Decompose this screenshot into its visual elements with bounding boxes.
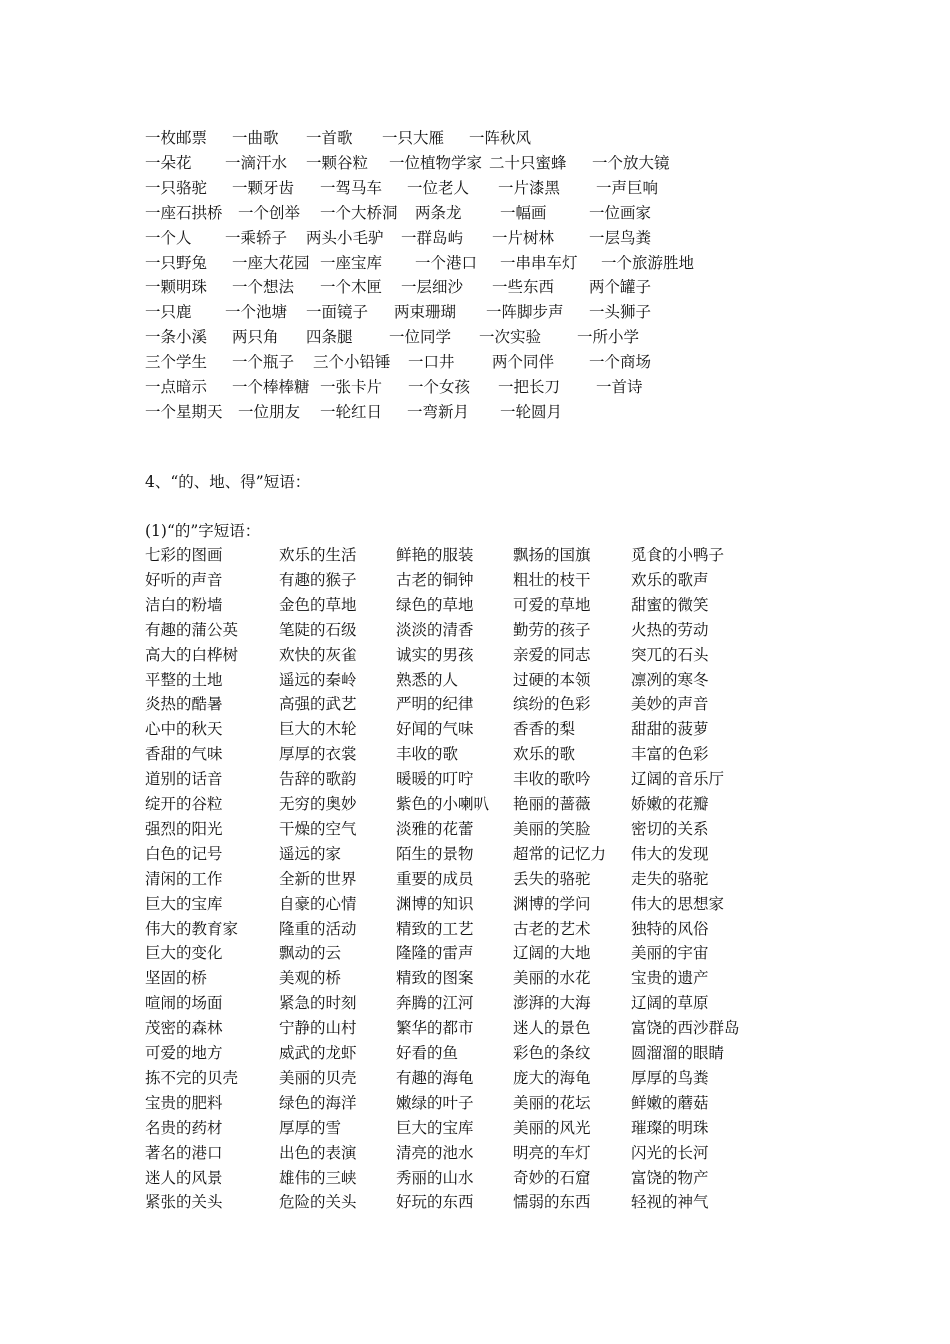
de-phrase: 厚厚的衣裳 <box>279 745 357 764</box>
measure-word-phrase: 一个旅游胜地 <box>601 253 695 272</box>
measure-word-phrase: 一个瓶子 <box>232 353 295 372</box>
de-phrase: 奇妙的石窟 <box>513 1168 591 1187</box>
measure-word-phrase: 一个星期天 <box>145 402 223 421</box>
de-phrase: 绿色的海洋 <box>279 1093 357 1112</box>
measure-word-phrase: 一个人 <box>145 228 192 247</box>
de-phrase: 粗壮的枝干 <box>513 570 591 589</box>
de-phrase: 熟悉的人 <box>396 670 459 689</box>
de-phrase: 好看的鱼 <box>396 1044 459 1062</box>
de-phrase: 欢乐的生活 <box>279 546 357 564</box>
de-phrase: 好听的声音 <box>145 570 223 589</box>
de-phrase: 伟大的发现 <box>631 844 709 863</box>
de-phrase: 高大的白桦树 <box>145 645 239 664</box>
de-phrase: 迷人的风景 <box>145 1168 223 1187</box>
measure-word-phrase: 一座大花园 <box>232 253 310 272</box>
de-phrase: 美丽的贝壳 <box>279 1068 357 1087</box>
measure-word-phrase: 两头小毛驴 <box>306 228 384 247</box>
de-phrase: 懦弱的东西 <box>513 1193 591 1212</box>
measure-word-phrase: 一个木匣 <box>320 278 383 297</box>
de-phrase: 平整的土地 <box>145 670 223 689</box>
measure-word-phrase: 一头狮子 <box>589 303 652 322</box>
measure-word-phrase: 三个学生 <box>145 353 208 372</box>
de-phrase: 美丽的风光 <box>513 1118 591 1137</box>
measure-word-phrase: 一群岛屿 <box>401 228 464 247</box>
section-heading: 4、“的、地、得”短语： <box>145 473 311 491</box>
de-phrase: 宝贵的遗产 <box>631 969 709 988</box>
de-phrase: 闪光的长河 <box>631 1143 709 1162</box>
measure-word-phrase: 一个放大镜 <box>592 153 670 172</box>
de-phrase: 缤纷的色彩 <box>513 695 591 714</box>
de-phrase: 欢快的灰雀 <box>279 645 357 664</box>
measure-word-phrase: 一位朋友 <box>238 402 301 421</box>
measure-word-phrase: 四条腿 <box>306 328 353 347</box>
de-phrase: 巨大的宝库 <box>145 894 223 913</box>
de-phrase: 笔陡的石级 <box>279 620 357 639</box>
measure-word-phrase: 一朵花 <box>145 153 192 172</box>
de-phrase: 宁静的山村 <box>279 1019 357 1038</box>
measure-word-phrase: 一只骆驼 <box>145 178 208 197</box>
de-phrase: 诚实的男孩 <box>396 645 474 664</box>
measure-word-phrase: 一条小溪 <box>145 328 208 347</box>
de-phrase: 心中的秋天 <box>145 720 223 739</box>
de-phrase: 遥远的秦岭 <box>279 670 357 689</box>
de-phrase: 渊博的知识 <box>396 894 474 913</box>
measure-word-phrase: 一阵脚步声 <box>486 303 564 322</box>
de-phrase: 有趣的海龟 <box>396 1068 474 1087</box>
de-phrase: 奔腾的江河 <box>396 994 474 1013</box>
measure-word-phrase: 一只大雁 <box>382 129 445 147</box>
measure-word-phrase: 一个棒棒糖 <box>232 378 310 396</box>
de-phrase: 清闲的工作 <box>145 869 223 888</box>
de-phrase: 超常的记忆力 <box>513 844 607 863</box>
de-phrase: 自豪的心情 <box>279 894 357 913</box>
de-phrase: 璀璨的明珠 <box>631 1118 709 1137</box>
measure-word-phrase: 一个大桥洞 <box>320 203 398 222</box>
de-phrase: 绽开的谷粒 <box>145 795 223 813</box>
measure-word-phrase: 一位植物学家 <box>389 153 483 172</box>
de-phrase: 暖暖的叮咛 <box>396 770 474 789</box>
measure-word-phrase: 一把长刀 <box>498 378 561 396</box>
measure-word-phrase: 一驾马车 <box>320 178 383 197</box>
de-phrase: 香香的梨 <box>513 720 576 739</box>
de-phrase: 拣不完的贝壳 <box>145 1068 239 1087</box>
de-phrase: 厚厚的雪 <box>279 1118 342 1137</box>
measure-word-phrase: 一个创举 <box>238 203 301 222</box>
de-phrase: 有趣的蒲公英 <box>145 620 239 639</box>
de-phrase: 古老的艺术 <box>513 919 591 938</box>
measure-word-phrase: 一个想法 <box>232 278 295 297</box>
de-phrase: 喧闹的场面 <box>145 994 223 1013</box>
de-phrase: 好闻的气味 <box>396 720 474 739</box>
de-phrase: 干燥的空气 <box>279 819 357 838</box>
de-phrase: 香甜的气味 <box>145 745 223 764</box>
de-phrase: 淡雅的花蕾 <box>396 819 474 838</box>
measure-word-phrase: 一次实验 <box>479 328 542 347</box>
measure-word-phrase: 一个商场 <box>589 353 652 372</box>
measure-word-phrase: 两束珊瑚 <box>394 303 457 322</box>
measure-word-phrase: 两个罐子 <box>589 278 652 297</box>
de-phrase: 庞大的海龟 <box>513 1068 591 1087</box>
measure-word-phrase: 一位同学 <box>389 328 452 347</box>
de-phrase: 隆重的活动 <box>279 919 357 938</box>
de-phrase: 好玩的东西 <box>396 1193 474 1212</box>
de-phrase: 危险的关头 <box>279 1193 357 1212</box>
de-phrase: 圆溜溜的眼睛 <box>631 1044 725 1062</box>
de-phrase: 走失的骆驼 <box>631 869 709 888</box>
measure-word-phrase: 三个小铅锤 <box>313 353 391 372</box>
measure-word-phrase: 一点暗示 <box>145 378 208 396</box>
measure-word-phrase: 两个同伴 <box>492 353 555 372</box>
de-phrase: 艳丽的蔷薇 <box>513 795 591 813</box>
de-phrase: 飘扬的国旗 <box>513 546 591 564</box>
measure-word-phrase: 一曲歌 <box>232 129 279 147</box>
de-phrase: 嫩绿的叶子 <box>396 1093 474 1112</box>
measure-word-phrase: 一只鹿 <box>145 303 192 322</box>
de-phrase: 紫色的小喇叭 <box>396 795 490 813</box>
de-phrase: 甜甜的菠萝 <box>631 720 709 739</box>
de-phrase: 隆隆的雷声 <box>396 944 474 963</box>
de-phrase: 辽阔的大地 <box>513 944 591 963</box>
de-phrase: 美妙的声音 <box>631 695 709 714</box>
de-phrase: 茂密的森林 <box>145 1019 223 1038</box>
measure-word-phrase: 一所小学 <box>577 328 640 347</box>
de-phrase: 突兀的石头 <box>631 645 709 664</box>
measure-word-phrase: 一位画家 <box>589 203 652 222</box>
measure-word-phrase: 两条龙 <box>415 203 462 222</box>
de-phrase: 甜蜜的微笑 <box>631 595 709 614</box>
de-phrase: 可爱的地方 <box>145 1044 223 1062</box>
de-phrase: 宝贵的肥料 <box>145 1093 223 1112</box>
measure-word-phrase: 一轮红日 <box>320 402 383 421</box>
de-phrase: 洁白的粉墙 <box>145 595 223 614</box>
de-phrase: 白色的记号 <box>145 844 223 863</box>
measure-word-phrase: 一颗谷粒 <box>306 153 369 172</box>
de-phrase: 鲜艳的服装 <box>396 546 474 564</box>
de-phrase: 鲜嫩的蘑菇 <box>631 1093 709 1112</box>
de-phrase: 精致的工艺 <box>396 919 474 938</box>
de-phrase: 清亮的池水 <box>396 1143 474 1162</box>
de-phrase: 美观的桥 <box>279 969 342 988</box>
measure-word-phrase: 一位老人 <box>407 178 470 197</box>
de-phrase: 精致的图案 <box>396 969 474 988</box>
measure-word-phrase: 一层鸟粪 <box>589 228 652 247</box>
measure-word-phrase: 一幅画 <box>500 203 547 222</box>
de-phrase: 丰收的歌吟 <box>513 770 591 789</box>
measure-word-phrase: 一乘轿子 <box>225 228 288 247</box>
de-phrase: 淡淡的清香 <box>396 620 474 639</box>
de-phrase: 巨大的变化 <box>145 944 223 963</box>
measure-word-phrase: 一颗牙齿 <box>232 178 295 197</box>
measure-word-phrase: 一个女孩 <box>408 378 471 396</box>
measure-word-phrase: 一声巨响 <box>596 178 659 197</box>
de-phrase: 美丽的水花 <box>513 969 591 988</box>
measure-word-phrase: 一弯新月 <box>407 402 470 421</box>
de-phrase: 炎热的酷暑 <box>145 695 223 714</box>
de-phrase: 严明的纪律 <box>396 695 474 714</box>
de-phrase: 轻视的神气 <box>631 1193 709 1212</box>
measure-word-phrase: 二十只蜜蜂 <box>489 153 567 172</box>
de-phrase: 飘动的云 <box>279 944 342 963</box>
measure-word-phrase: 一滴汗水 <box>225 153 288 172</box>
de-phrase: 著名的港口 <box>145 1143 223 1162</box>
de-phrase: 迷人的景色 <box>513 1019 591 1038</box>
measure-word-phrase: 一阵秋风 <box>469 129 532 147</box>
measure-word-phrase: 一串串车灯 <box>500 253 578 272</box>
de-phrase: 富饶的西沙群岛 <box>631 1019 740 1038</box>
measure-word-phrase: 一片漆黑 <box>498 178 561 197</box>
de-phrase: 道别的话音 <box>145 770 223 789</box>
de-phrase: 辽阔的草原 <box>631 994 709 1013</box>
de-phrase: 富饶的物产 <box>631 1168 709 1187</box>
de-phrase: 秀丽的山水 <box>396 1168 474 1187</box>
de-phrase: 古老的铜钟 <box>396 570 474 589</box>
de-phrase: 陌生的景物 <box>396 844 474 863</box>
de-phrase: 伟大的教育家 <box>145 919 239 938</box>
de-phrase: 七彩的图画 <box>145 546 223 564</box>
de-phrase: 觅食的小鸭子 <box>631 546 725 564</box>
de-phrase: 遥远的家 <box>279 844 342 863</box>
de-phrase: 厚厚的鸟粪 <box>631 1068 709 1087</box>
de-phrase: 名贵的药材 <box>145 1118 223 1137</box>
de-phrase: 繁华的都市 <box>396 1019 474 1038</box>
de-phrase: 明亮的车灯 <box>513 1143 591 1162</box>
de-phrase: 勤劳的孩子 <box>513 620 591 639</box>
de-phrase: 澎湃的大海 <box>513 994 591 1013</box>
de-phrase: 巨大的木轮 <box>279 720 357 739</box>
measure-word-phrase: 一个港口 <box>415 253 478 272</box>
measure-word-phrase: 一面镜子 <box>306 303 369 322</box>
de-phrase: 渊博的学问 <box>513 894 591 913</box>
de-phrase: 美丽的笑脸 <box>513 819 591 838</box>
measure-word-phrase: 一首诗 <box>596 378 643 396</box>
measure-word-phrase: 一只野兔 <box>145 253 208 272</box>
de-phrase: 欢乐的歌声 <box>631 570 709 589</box>
de-phrase: 丰收的歌 <box>396 745 459 764</box>
de-phrase: 彩色的条纹 <box>513 1044 591 1062</box>
de-phrase: 紧张的关头 <box>145 1193 223 1212</box>
de-phrase: 无穷的奥妙 <box>279 795 357 813</box>
de-phrase: 可爱的草地 <box>513 595 591 614</box>
de-phrase: 亲爱的同志 <box>513 645 591 664</box>
measure-word-phrase: 一枚邮票 <box>145 129 208 147</box>
measure-word-phrase: 一座石拱桥 <box>145 203 223 222</box>
measure-word-phrase: 一轮圆月 <box>500 402 563 421</box>
measure-word-phrase: 一层细沙 <box>401 278 464 297</box>
measure-word-phrase: 一些东西 <box>492 278 555 297</box>
subsection-heading: (1)“的”字短语： <box>145 522 261 540</box>
measure-word-phrase: 一张卡片 <box>320 378 383 396</box>
de-phrase: 高强的武艺 <box>279 695 357 714</box>
de-phrase: 独特的风俗 <box>631 919 709 938</box>
measure-word-phrase: 一片树林 <box>492 228 555 247</box>
de-phrase: 密切的关系 <box>631 819 709 838</box>
de-phrase: 金色的草地 <box>279 595 357 614</box>
de-phrase: 欢乐的歌 <box>513 745 576 764</box>
de-phrase: 威武的龙虾 <box>279 1044 357 1062</box>
de-phrase: 娇嫩的花瓣 <box>631 795 709 813</box>
de-phrase: 伟大的思想家 <box>631 894 725 913</box>
de-phrase: 全新的世界 <box>279 869 357 888</box>
de-phrase: 丢失的骆驼 <box>513 869 591 888</box>
de-phrase: 美丽的宇宙 <box>631 944 709 963</box>
de-phrase: 辽阔的音乐厅 <box>631 770 725 789</box>
measure-word-phrase: 两只角 <box>232 328 279 347</box>
de-phrase: 紧急的时刻 <box>279 994 357 1013</box>
de-phrase: 巨大的宝库 <box>396 1118 474 1137</box>
measure-word-phrase: 一颗明珠 <box>145 278 208 297</box>
de-phrase: 绿色的草地 <box>396 595 474 614</box>
de-phrase: 火热的劳动 <box>631 620 709 639</box>
de-phrase: 美丽的花坛 <box>513 1093 591 1112</box>
de-phrase: 重要的成员 <box>396 869 474 888</box>
de-phrase: 过硬的本领 <box>513 670 591 689</box>
de-phrase: 坚固的桥 <box>145 969 208 988</box>
de-phrase: 告辞的歌韵 <box>279 770 357 789</box>
de-phrase: 凛冽的寒冬 <box>631 670 709 689</box>
de-phrase: 丰富的色彩 <box>631 745 709 764</box>
measure-word-phrase: 一首歌 <box>306 129 353 147</box>
de-phrase: 有趣的猴子 <box>279 570 357 589</box>
de-phrase: 雄伟的三峡 <box>279 1168 357 1187</box>
measure-word-phrase: 一个池塘 <box>225 303 288 322</box>
measure-word-phrase: 一口井 <box>408 353 455 372</box>
measure-word-phrase: 一座宝库 <box>320 253 383 272</box>
de-phrase: 强烈的阳光 <box>145 819 223 838</box>
de-phrase: 出色的表演 <box>279 1143 357 1162</box>
